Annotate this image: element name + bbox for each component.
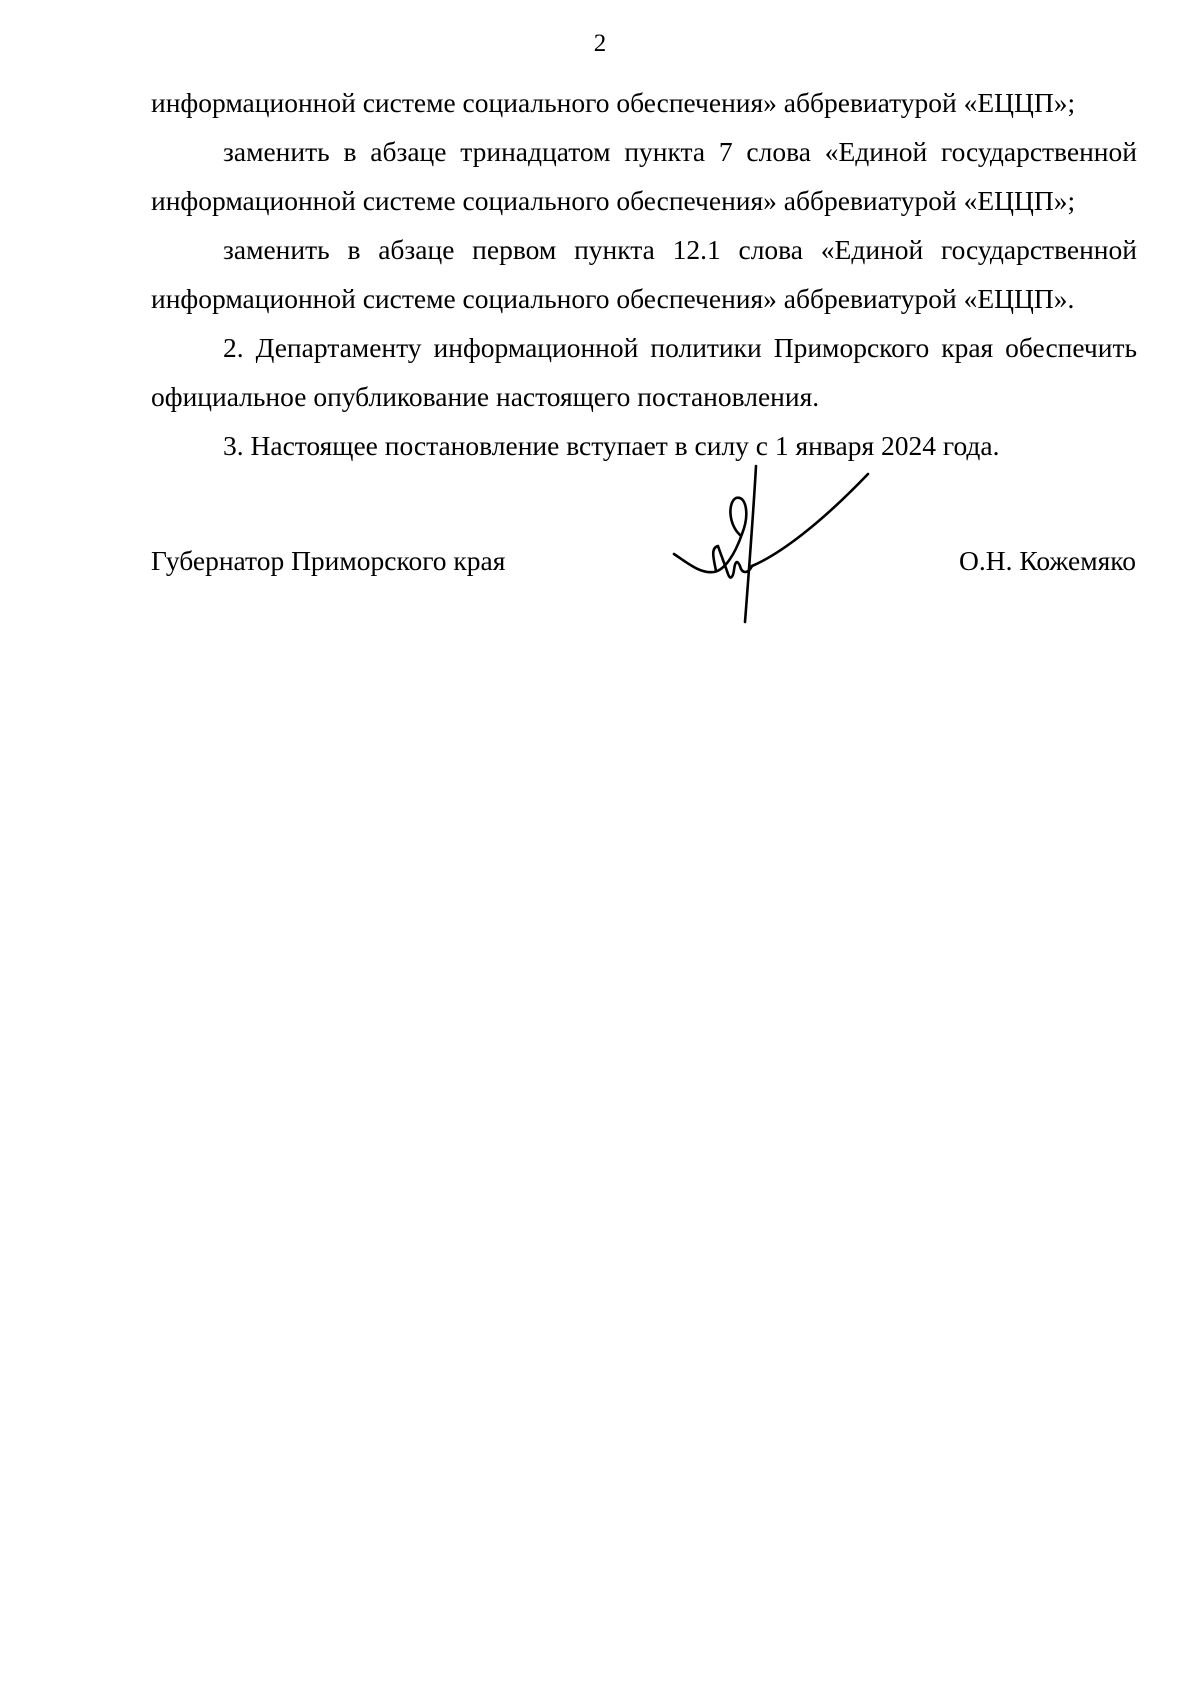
paragraph-item-13: заменить в абзаце тринадцатом пункта 7 слова «Единой государственной информационной системе социального обеспечения» аббревиатурой «ЕЦЦП»; [151,136,1137,216]
document-body [151,78,1137,470]
signatory-name: О.Н. Кожемяко [959,545,1136,576]
handwritten-signature [670,462,900,624]
page-number: 2 [593,30,607,57]
paragraph-item-12-1: заменить в абзаце первом пункта 12.1 слова «Единой государственной информационной системе социального обеспечения» аббревиатурой «ЕЦЦП». [151,234,1137,314]
paragraph-effective-date: 3. Настоящее постановление вступает в силу с 1 января 2024 года. [223,430,1000,461]
signatory-title: Губернатор Приморского края [151,545,506,576]
paragraph-continuation: информационной системе социального обеспечения» аббревиатурой «ЕЦЦП»; [151,87,1076,118]
paragraph-publication: 2. Департаменту информационной политики Приморского края обеспечить официальное опубликование настоящего постановления. [151,332,1137,412]
